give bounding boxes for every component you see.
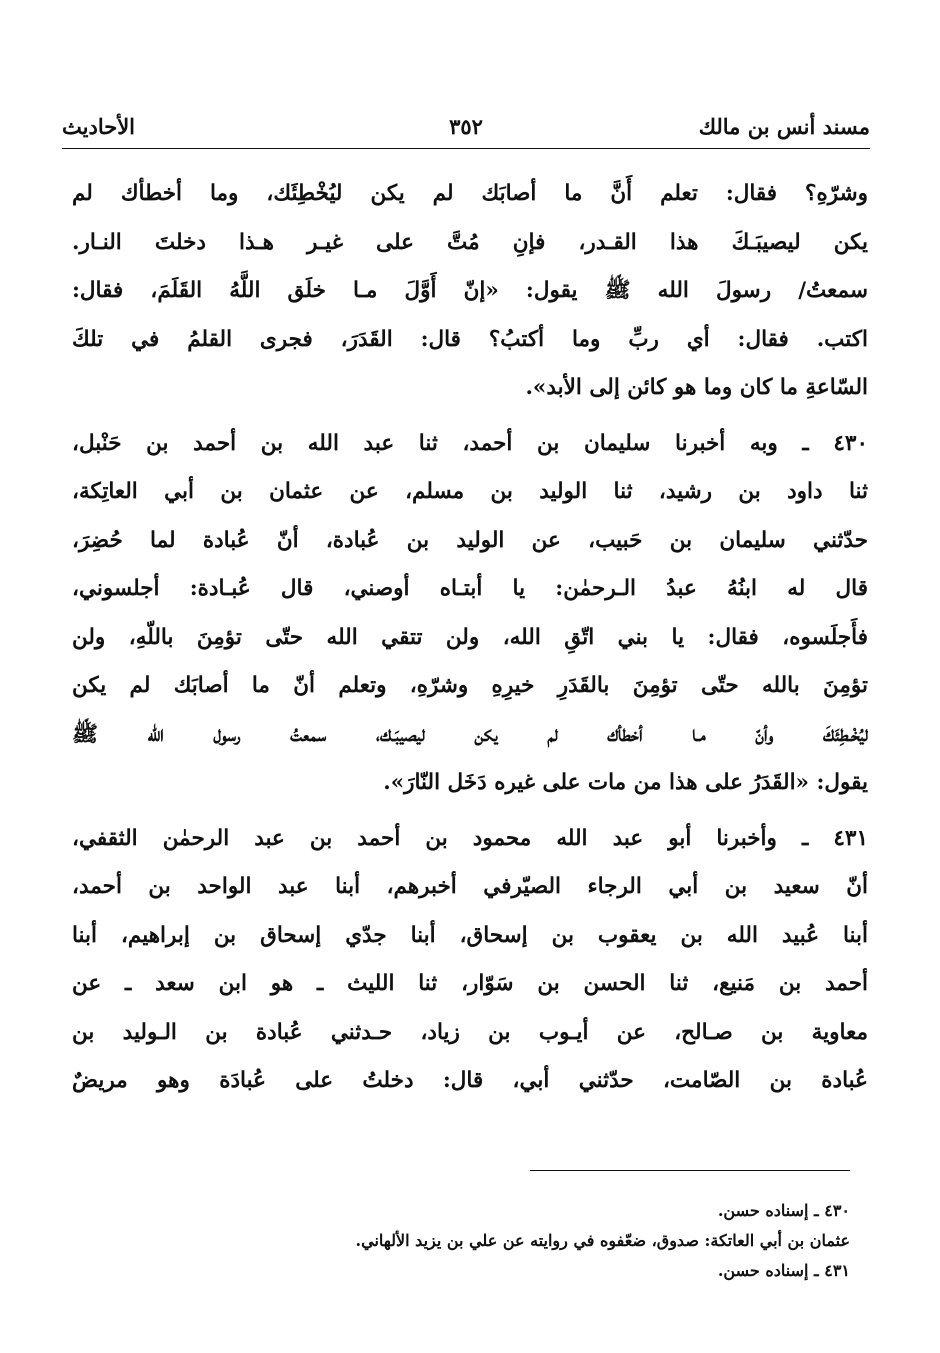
text-line: فأَجلَسوه، فقال: يا بني اتّقِ الله، ولن تتقي الله حتّى تؤمِنَ باللّهِ، ولن xyxy=(72,624,868,650)
footnotes xyxy=(80,1196,850,1286)
text-line: معاوية بن صـالح، عن أيـوب بن زياد، حـدثني عُبادة بن الـوليد بن xyxy=(72,1019,868,1045)
text-line: ٤٣١ ـ وأخبرنا أبو عبد الله محمود بن أحمد بن عبد الرحمٰن الثقفي، xyxy=(72,825,868,851)
text-line: سمعتُ/ رسولَ الله ﷺ يقول: «إنّ أَوَّلَ مـا خلَق اللَّهُ القَلَمَ، فقال: xyxy=(72,278,868,303)
text-line: أبنا عُبيد الله بن يعقوب بن إسحاق، أبنا جدّي إسحاق بن إبراهيم، أبنا xyxy=(72,922,868,948)
text-line: أنّ سعيد بن أبي الرجاء الصيّرفي أخبرهم، أبنا عبد الواحد بن أحمد، xyxy=(72,874,868,899)
footnote-430-note: عثمان بن أبي العاتكة: صدوق، ضعّفوه في روايته عن علي بن يزيد الألهاني. xyxy=(355,1231,850,1250)
page-number: ٣٥٢ xyxy=(449,114,483,139)
footnote-430: ٤٣٠ ـ إسناده حسن. xyxy=(717,1201,850,1220)
footnote-divider xyxy=(530,1170,850,1171)
text-line: قال له ابنُهُ عبدُ الـرحمٰن: يا أبتـاه أوصني، قال عُبـادة: أجلسوني، xyxy=(72,576,868,601)
text-line: وشرّهِ؟ فقال: تعلم أَنَّ ما أصابَك لم يكن ليُخْطِئَك، وما أخطأك لم xyxy=(72,181,868,206)
text-line: ٤٣٠ ـ وبه أخبرنا سليمان بن أحمد، ثنا عبد الله بن أحمد بن حَنْبل، xyxy=(72,430,868,456)
text-line: عُبادة بن الصّامت، حدّثني أبي، قال: دخلتُ على عُبادَة وهو مريضٌ xyxy=(72,1068,868,1093)
text-line: السّاعةِ ما كان وما هو كائن إلى الأبد». xyxy=(525,375,868,400)
header-book-title: مسند أنس بن مالك xyxy=(698,114,870,139)
text-line: يقول: «القَدَرُ على هذا من مات على غيره دَخَل النّارَ». xyxy=(383,770,868,795)
text-line: ثنا داود بن رشيد، ثنا الوليد بن مسلم، عن عثمان بن أبي العاتِكة، xyxy=(72,479,868,504)
text-line: أحمد بن مَنيع، ثنا الحسن بن سَوّار، ثنا الليث ـ هو ابن سعد ـ عن xyxy=(72,971,868,996)
paragraph-spacer xyxy=(72,413,868,420)
paragraph-continuation xyxy=(72,170,868,413)
header-divider xyxy=(62,148,870,149)
main-text xyxy=(72,170,868,1106)
text-line: تؤمِنَ بالله حتّى تؤمِنَ بالقَدَرِ خيرِهِ وشرّهِ، وتعلم أنّ ما أصابَك لم يكن xyxy=(72,673,868,698)
text-line: ليُخْـطِئَكَ وأنّ مـا أخطأك لم يكن ليصيبَـك، سمعتُ رسول الله ﷺ xyxy=(72,721,868,747)
hadith-431 xyxy=(72,815,868,1106)
running-header xyxy=(62,106,870,146)
paragraph-spacer xyxy=(72,808,868,815)
header-section-title: الأحاديث xyxy=(62,114,136,139)
text-line: اكتب. فقال: أي ربِّ وما أكتبُ؟ قال: القَدَرَ، فجرى القلمُ في تلكَ xyxy=(72,326,868,352)
footnote-431: ٤٣١ ـ إسناده حسن. xyxy=(717,1261,850,1280)
hadith-430 xyxy=(72,420,868,808)
text-line: يكن ليصيبَـكَ هذا القـدر، فإنِ مُتَّ على غيـر هـذا دخلتَ النـار. xyxy=(72,229,868,255)
text-line: حدّثني سليمان بن حَبيب، عن الوليد بن عُبادة، أنّ عُبادة لما حُضِرَ، xyxy=(72,527,868,553)
